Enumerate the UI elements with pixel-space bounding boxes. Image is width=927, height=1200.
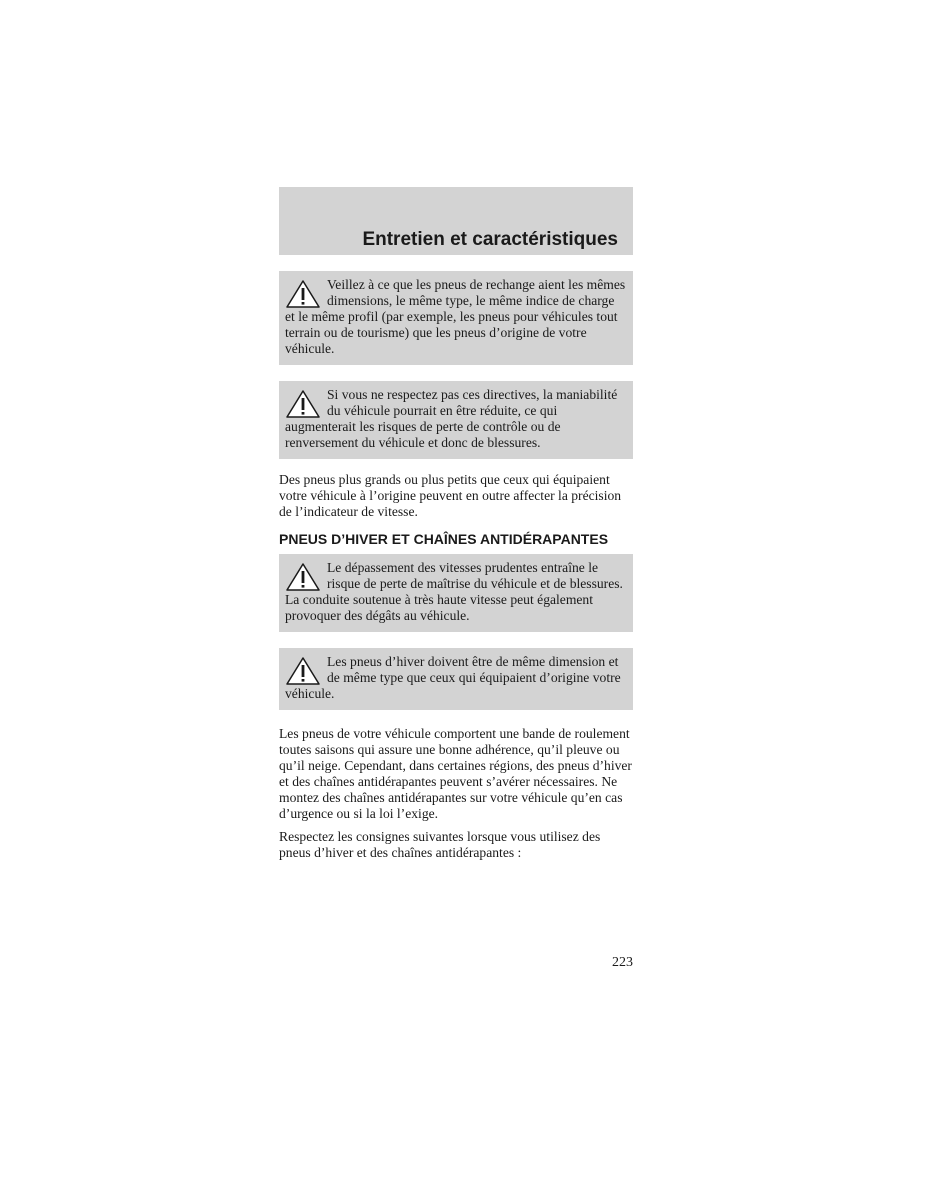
warning-text-3: Le dépassement des vitesses prudentes entraîne le risque de perte de maîtrise du véhicule et de blessures. La conduite soutenue à très haute vitesse peut également provoquer des dégâts au véhicule. — [285, 560, 623, 623]
paragraph-3: Respectez les consignes suivantes lorsque vous utilisez des pneus d’hiver et des chaînes antidérapantes : — [279, 829, 601, 860]
paragraph-1: Des pneus plus grands ou plus petits que ceux qui équipaient votre véhicule à l’origine peuvent en outre affecter la précision de l’indicateur de vitesse. — [279, 472, 622, 519]
warning-box-3 — [279, 554, 633, 632]
warning-text-1: Veillez à ce que les pneus de rechange aient les mêmes dimensions, le même type, le même indice de charge et le même profil (par exemple, les pneus pour véhicules tout terrain ou de tourisme) que les pneus d’origine de votre véhicule. — [285, 277, 626, 356]
warning-box-2 — [279, 381, 633, 459]
warning-text-4: Les pneus d’hiver doivent être de même dimension et de même type que ceux qui équipaient d’origine votre véhicule. — [285, 654, 621, 701]
warning-box-1 — [279, 271, 633, 365]
page-number: 223 — [612, 955, 633, 970]
warning-box-4 — [279, 648, 633, 710]
warning-triangle-icon — [285, 389, 321, 419]
page-column — [279, 187, 633, 861]
page-title: Entretien et caractéristiques — [362, 229, 618, 250]
section-heading: PNEUS D’HIVER ET CHAÎNES ANTIDÉRAPANTES — [279, 531, 609, 547]
warning-text-2: Si vous ne respectez pas ces directives, la maniabilité du véhicule pourrait en être réduite, ce qui augmenterait les risques de perte de contrôle ou de renversement du véhicule et donc de blessures. — [285, 387, 618, 450]
warning-triangle-icon — [285, 279, 321, 309]
header-band — [279, 187, 633, 255]
warning-triangle-icon — [285, 562, 321, 592]
paragraph-2: Les pneus de votre véhicule comportent une bande de roulement toutes saisons qui assure une bonne adhérence, qu’il pleuve ou qu’il neige. Cependant, dans certaines régions, des pneus d’hiver et des chaînes antidérapantes peuvent s’avérer nécessaires. Ne montez des chaînes antidérapantes sur votre véhicule qu’en cas d’urgence ou si la loi l’exige. — [279, 726, 632, 821]
warning-triangle-icon — [285, 656, 321, 686]
